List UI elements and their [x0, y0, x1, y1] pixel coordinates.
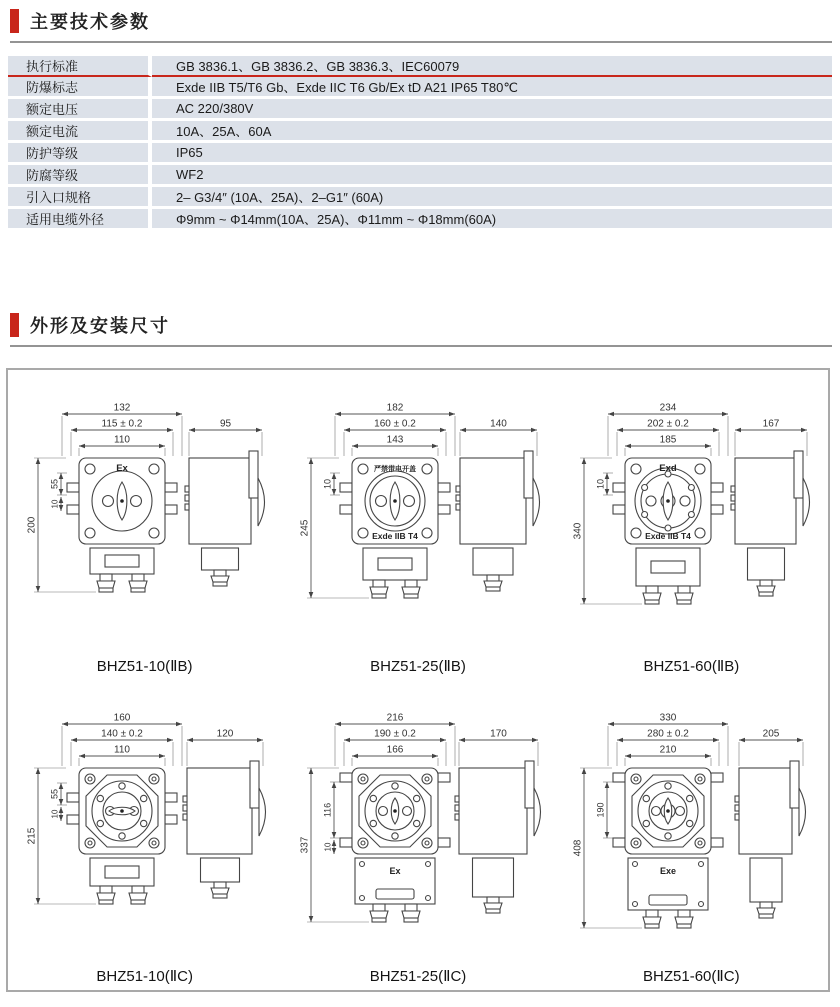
svg-text:116: 116 — [322, 802, 333, 817]
svg-text:245: 245 — [299, 519, 311, 536]
technical-drawing-svg — [560, 380, 822, 652]
figure-caption: BHZ51-60(ⅡB) — [643, 657, 740, 675]
svg-text:10: 10 — [50, 499, 60, 508]
figure-bhz51-60-iic — [555, 680, 828, 990]
svg-text:115 ± 0.2: 115 ± 0.2 — [101, 418, 143, 429]
section-title: 外形及安装尺寸 — [30, 316, 170, 336]
svg-text:182: 182 — [386, 402, 404, 413]
spec-label: 额定电流 — [8, 121, 152, 143]
spec-label: 适用电缆外径 — [8, 209, 152, 231]
figure-caption: BHZ51-25(ⅡC) — [369, 967, 467, 985]
svg-text:202 ± 0.2: 202 ± 0.2 — [647, 418, 690, 429]
svg-text:166: 166 — [386, 744, 404, 755]
table-row — [8, 143, 832, 165]
svg-text:10: 10 — [322, 478, 333, 489]
table-row — [8, 56, 832, 77]
spec-value: GB 3836.1、GB 3836.2、GB 3836.3、IEC60079 — [152, 56, 832, 77]
svg-text:132: 132 — [113, 402, 130, 413]
spec-table — [8, 56, 832, 231]
spec-value: IP65 — [152, 143, 832, 165]
figure-bhz51-25-iic — [281, 680, 554, 990]
technical-drawing — [560, 690, 822, 967]
figure-caption: BHZ51-10(ⅡC) — [96, 967, 193, 985]
spec-label: 执行标准 — [8, 56, 152, 77]
svg-text:120: 120 — [216, 728, 233, 739]
svg-text:408: 408 — [572, 839, 584, 856]
table-row — [8, 121, 832, 143]
svg-text:110: 110 — [113, 744, 130, 755]
technical-drawing — [287, 380, 549, 657]
svg-text:190: 190 — [595, 801, 606, 818]
svg-text:160 ± 0.2: 160 ± 0.2 — [374, 418, 416, 429]
svg-text:140: 140 — [490, 418, 507, 429]
figure-bhz51-60-iib — [555, 370, 828, 680]
technical-drawing-svg — [14, 690, 276, 962]
drawings-panel — [6, 368, 830, 992]
svg-text:Exe: Exe — [660, 865, 677, 876]
svg-text:210: 210 — [659, 744, 677, 755]
svg-text:330: 330 — [659, 712, 677, 723]
svg-text:Ex: Ex — [115, 462, 128, 474]
section-header-dimensions — [10, 312, 832, 347]
technical-drawing — [560, 380, 822, 657]
figure-caption: BHZ51-25(ⅡB) — [370, 657, 466, 675]
technical-drawing — [287, 690, 549, 967]
section-accent-bar — [10, 313, 19, 337]
spec-value: AC 220/380V — [152, 99, 832, 121]
svg-text:55: 55 — [49, 478, 60, 489]
technical-drawing-svg — [287, 690, 549, 962]
technical-drawing — [14, 690, 276, 967]
spec-label: 防腐等级 — [8, 165, 152, 187]
spec-value: WF2 — [152, 165, 832, 187]
figure-caption: BHZ51-60(ⅡC) — [643, 967, 740, 985]
svg-text:140 ± 0.2: 140 ± 0.2 — [100, 728, 143, 739]
svg-text:严禁带电开盖: 严禁带电开盖 — [373, 465, 416, 473]
svg-text:190 ± 0.2: 190 ± 0.2 — [374, 728, 416, 739]
spec-value: 2– G3/4″ (10A、25A)、2–G1″ (60A) — [152, 187, 832, 209]
svg-text:10: 10 — [50, 809, 60, 818]
table-row — [8, 77, 832, 99]
svg-text:234: 234 — [659, 402, 677, 413]
svg-text:185: 185 — [659, 434, 677, 445]
svg-text:205: 205 — [762, 728, 780, 739]
spec-value: Φ9mm ~ Φ14mm(10A、25A)、Φ11mm ~ Φ18mm(60A) — [152, 209, 832, 231]
table-row — [8, 165, 832, 187]
svg-text:170: 170 — [490, 728, 507, 739]
section-rule — [10, 41, 832, 43]
figure-bhz51-25-iib — [281, 370, 554, 680]
svg-text:200: 200 — [26, 516, 38, 533]
svg-text:340: 340 — [572, 522, 584, 539]
table-row — [8, 187, 832, 209]
spec-value: 10A、25A、60A — [152, 121, 832, 143]
svg-text:160: 160 — [113, 712, 130, 723]
svg-text:10: 10 — [595, 478, 606, 489]
technical-drawing-svg — [14, 380, 276, 652]
figure-bhz51-10-iib — [8, 370, 281, 680]
svg-text:Exde IIB T4: Exde IIB T4 — [645, 530, 692, 541]
spec-value: Exde IIB T5/T6 Gb、Exde IIC T6 Gb/Ex tD A21 IP65 T80℃ — [152, 77, 832, 99]
section-title-row — [10, 8, 832, 34]
technical-drawing-svg — [560, 690, 822, 962]
spec-label: 防爆标志 — [8, 77, 152, 99]
section-title-row — [10, 312, 832, 338]
svg-text:Ex: Ex — [389, 865, 401, 876]
svg-text:95: 95 — [219, 418, 231, 429]
section-header-tech-params — [10, 8, 832, 43]
svg-text:143: 143 — [386, 434, 404, 445]
spec-label: 额定电压 — [8, 99, 152, 121]
svg-text:110: 110 — [113, 434, 130, 445]
figure-bhz51-10-iic — [8, 680, 281, 990]
technical-drawing — [14, 380, 276, 657]
section-accent-bar — [10, 9, 19, 33]
section-title: 主要技术参数 — [30, 12, 150, 32]
svg-text:10: 10 — [323, 842, 333, 851]
spec-label: 引入口规格 — [8, 187, 152, 209]
svg-text:167: 167 — [762, 418, 780, 429]
svg-text:216: 216 — [386, 712, 404, 723]
section-rule — [10, 345, 832, 347]
technical-drawing-svg — [287, 380, 549, 652]
svg-text:215: 215 — [26, 827, 38, 844]
spec-label: 防护等级 — [8, 143, 152, 165]
figure-caption: BHZ51-10(ⅡB) — [96, 657, 193, 675]
svg-text:337: 337 — [299, 836, 311, 853]
svg-text:280 ± 0.2: 280 ± 0.2 — [647, 728, 690, 739]
svg-text:Exde IIB T4: Exde IIB T4 — [372, 530, 418, 541]
table-row — [8, 99, 832, 121]
table-row — [8, 209, 832, 231]
svg-text:Exd: Exd — [659, 462, 678, 474]
svg-text:55: 55 — [49, 788, 60, 799]
